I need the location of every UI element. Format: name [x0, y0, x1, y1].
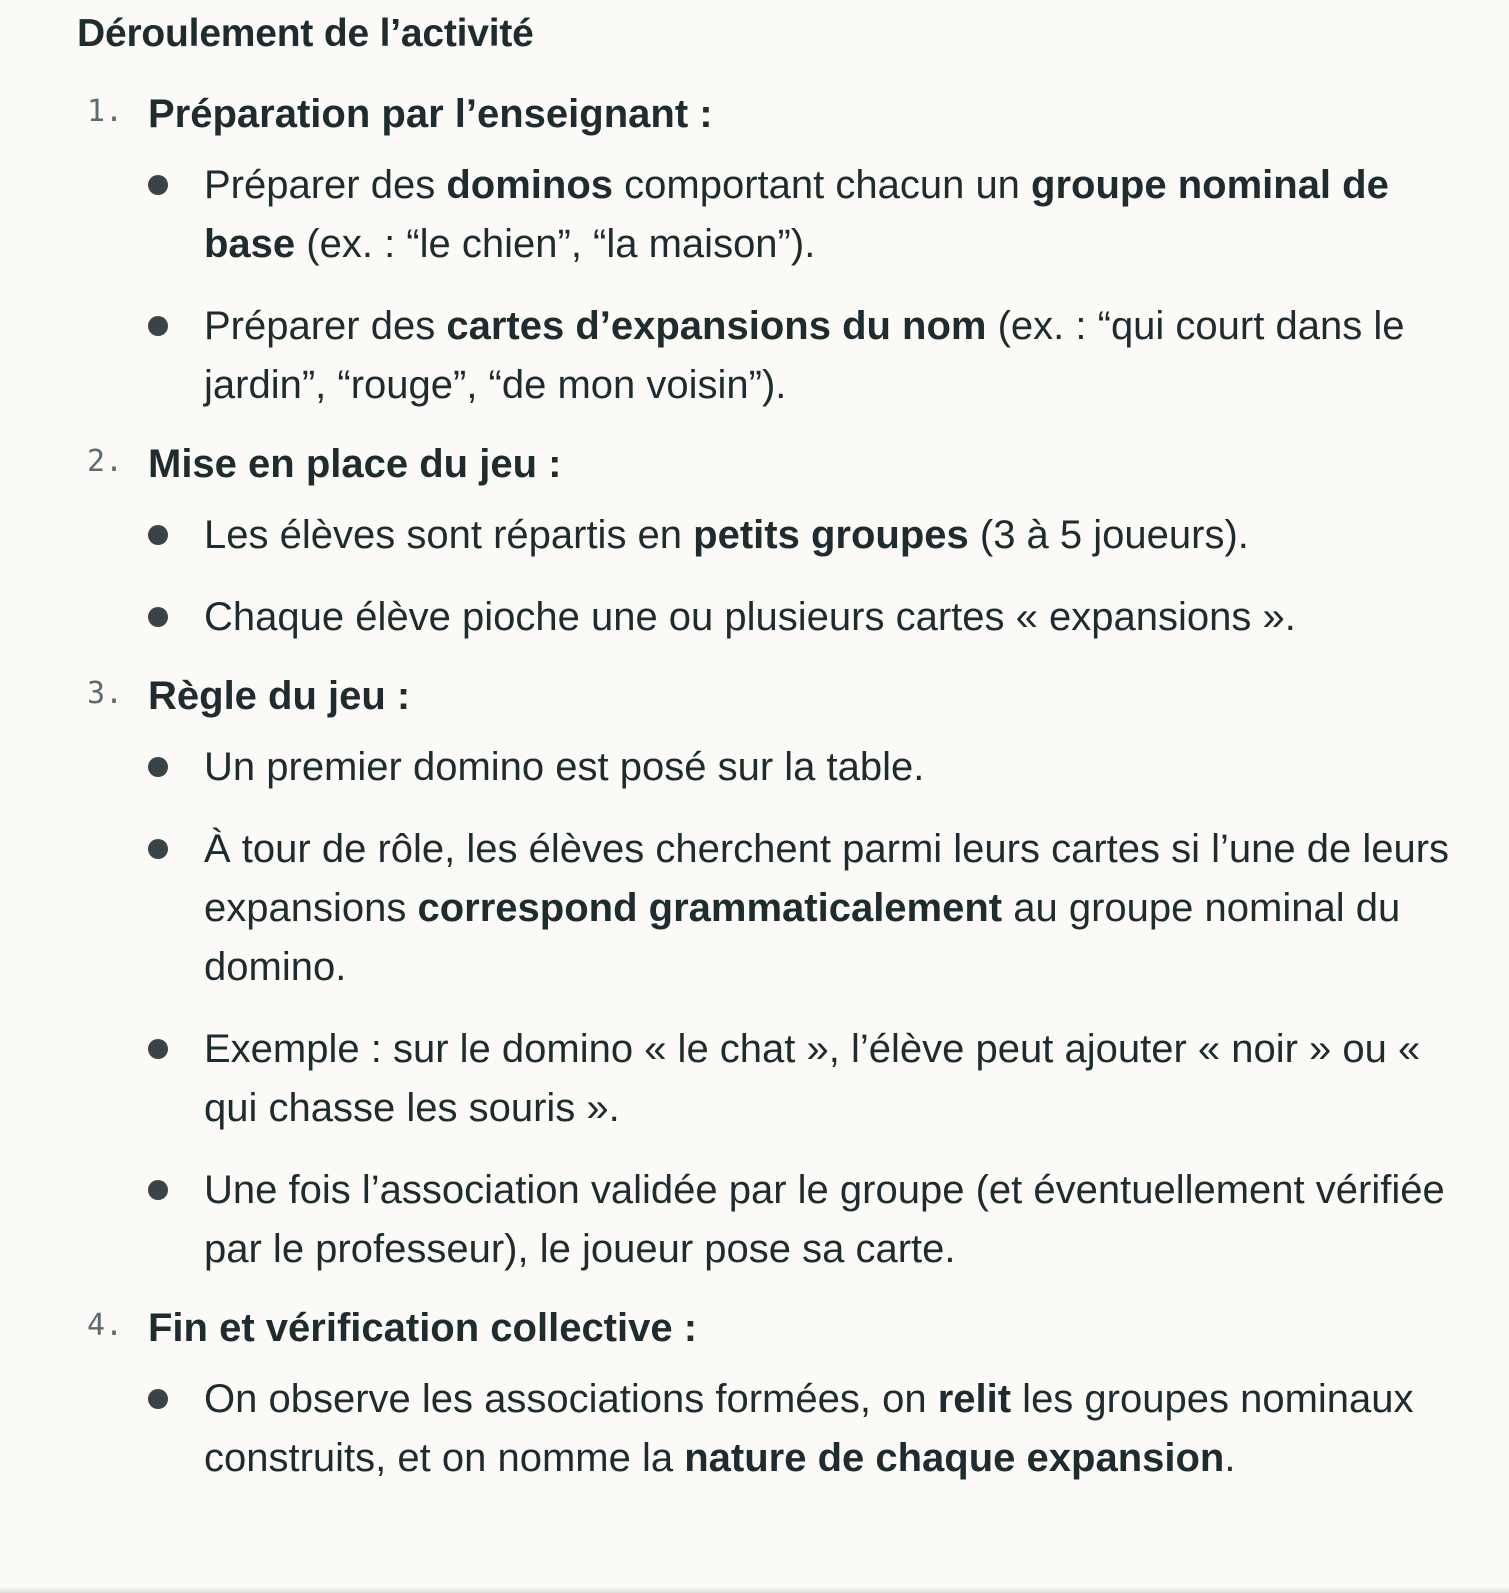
step-number: 1. — [87, 94, 124, 129]
bold-text: relit — [937, 1377, 1012, 1421]
bullet-item — [148, 506, 1457, 565]
step-item — [77, 88, 1457, 415]
steps-list — [77, 88, 1457, 1488]
page-title: Déroulement de l’activité — [77, 12, 534, 55]
text-run: Un premier domino est posé sur la table. — [204, 745, 925, 789]
step-title: Mise en place du jeu : — [148, 442, 562, 486]
bullet-dot-icon — [148, 1039, 168, 1059]
bullet-item — [148, 820, 1457, 997]
bullet-dot-icon — [148, 757, 168, 777]
bullet-item — [148, 297, 1457, 415]
text-run: comportant chacun un — [613, 163, 1032, 207]
step-item — [77, 438, 1457, 647]
bold-text: groupe nominal de base — [204, 163, 1389, 266]
step-title: Préparation par l’enseignant : — [148, 92, 713, 136]
text-run: Préparer des — [204, 304, 447, 348]
bold-text: nature de chaque expansion — [684, 1436, 1225, 1480]
step-number: 2. — [87, 444, 124, 479]
bullet-item — [148, 1020, 1457, 1138]
text-run: Les élèves sont répartis en — [204, 513, 694, 557]
bold-text: cartes d’expansions du nom — [446, 304, 987, 348]
bullet-list — [148, 1370, 1457, 1488]
step-item — [77, 670, 1457, 1279]
step-title: Fin et vérification collective : — [148, 1306, 698, 1350]
bold-text: petits groupes — [693, 513, 969, 557]
bottom-edge — [0, 1587, 1509, 1593]
text-run: au groupe nominal du domino. — [204, 886, 1401, 989]
bullet-item — [148, 156, 1457, 274]
bullet-dot-icon — [148, 175, 168, 195]
text-run: . — [1224, 1436, 1236, 1480]
bold-text: dominos — [446, 163, 614, 207]
step-title: Règle du jeu : — [148, 674, 411, 718]
bullet-dot-icon — [148, 525, 168, 545]
text-run: (ex. : “le chien”, “la maison”). — [295, 222, 816, 266]
text-run: À tour de rôle, les élèves cherchent parmi leurs cartes si l’une de leurs expansions — [204, 827, 1450, 930]
text-run: (3 à 5 joueurs). — [968, 513, 1249, 557]
text-run: Préparer des — [204, 163, 447, 207]
step-number: 4. — [87, 1308, 124, 1343]
bullet-item — [148, 1161, 1457, 1279]
bullet-item — [148, 1370, 1457, 1488]
text-run: (ex. : “qui court dans le jardin”, “rouge”, “de mon voisin”). — [204, 304, 1405, 407]
bullet-dot-icon — [148, 1389, 168, 1409]
text-run: On observe les associations formées, on — [204, 1377, 938, 1421]
bullet-dot-icon — [148, 316, 168, 336]
bullet-list — [148, 156, 1457, 415]
bold-text: correspond grammaticalement — [417, 886, 1003, 930]
bullet-item — [148, 738, 1457, 797]
bullet-dot-icon — [148, 839, 168, 859]
step-number: 3. — [87, 676, 124, 711]
text-run: Une fois l’association validée par le groupe (et éventuellement vérifiée par le professeur), le joueur pose sa carte. — [204, 1168, 1445, 1271]
document — [77, 8, 1457, 1511]
bullet-dot-icon — [148, 607, 168, 627]
bullet-list — [148, 506, 1457, 647]
text-run: les groupes nominaux construits, et on nomme la — [204, 1377, 1414, 1480]
bullet-dot-icon — [148, 1180, 168, 1200]
text-run: Chaque élève pioche une ou plusieurs cartes « expansions ». — [204, 595, 1296, 639]
step-item — [77, 1302, 1457, 1488]
bullet-list — [148, 738, 1457, 1279]
text-run: Exemple : sur le domino « le chat », l’élève peut ajouter « noir » ou « qui chasse les souris ». — [204, 1027, 1421, 1130]
bullet-item — [148, 588, 1457, 647]
